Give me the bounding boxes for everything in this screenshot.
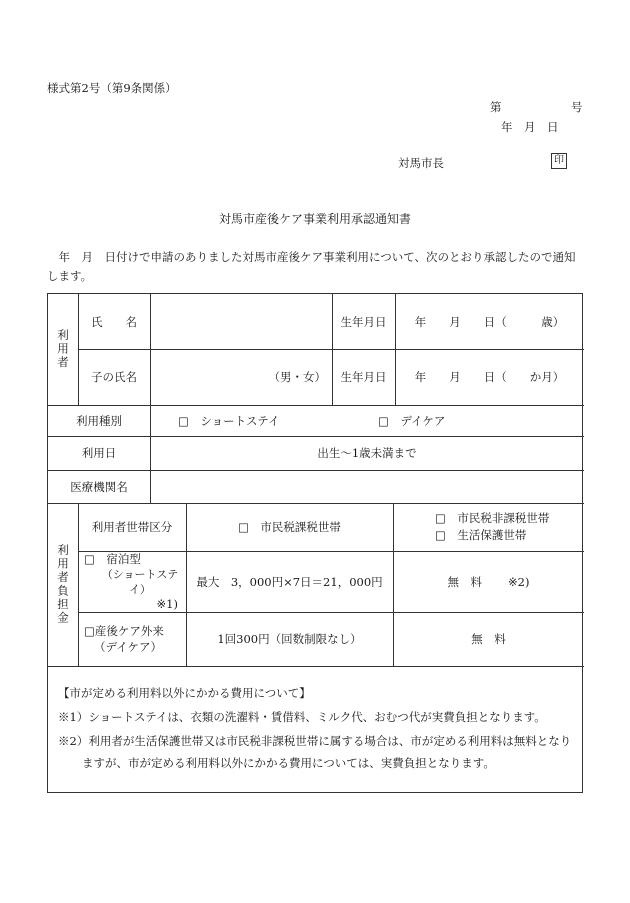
child-name-label: 子の氏名 [91, 370, 137, 384]
birthdate-label: 生年月日 [340, 314, 387, 329]
note-1: ※1）ショートステイは、衣類の洗濯料・賃借料、ミルク代、おむつ代が実費負担となります。 [58, 710, 546, 724]
usage-type-label: 利用種別 [76, 413, 122, 428]
name-field[interactable] [150, 294, 332, 349]
child-birthdate-value[interactable]: 年 月 日（ か月） [414, 370, 565, 384]
document-title: 対馬市産後ケア事業利用承認通知書 [218, 212, 411, 226]
form-number: 様式第2号（第9条関係） [47, 81, 177, 95]
usage-date-label: 利用日 [81, 446, 117, 460]
institution-field[interactable] [150, 470, 584, 503]
notes-heading: 【市が定める利用料以外にかかる費用について】 [58, 686, 311, 700]
child-birthdate-label: 生年月日 [340, 370, 387, 384]
household-welfare-checkbox[interactable]: □ 生活保護世帯 [435, 528, 527, 542]
outpatient-fee: 1回300円（回数制限なし） [217, 632, 362, 646]
outpatient-line2: （デイケア） [94, 640, 162, 654]
birthdate-value-age[interactable]: 年 月 日（ 歳） [414, 314, 565, 329]
household-exempt-checkbox[interactable]: □ 市民税非課税世帯 [435, 511, 550, 525]
burden-section-label: 利用者負担金 [56, 544, 70, 625]
household-category-label: 利用者世帯区分 [91, 520, 173, 534]
sender-name: 対馬市長 [398, 156, 444, 170]
note-2-line2: ますが、市が定める利用料以外にかかる費用については、実費負担となります。 [82, 756, 495, 770]
short-stay-checkbox[interactable]: □ ショートステイ [178, 413, 280, 428]
body-text: 年 月 日付けで申請のありました対馬市産後ケア事業利用について、次のとおり承認したので通知します。 [47, 250, 576, 283]
note-2-line1: ※2）利用者が生活保護世帯又は市民税非課税世帯に属する場合は、市が定める利用料は無料となり [58, 734, 572, 748]
approval-table [47, 293, 583, 793]
seal-mark: 印 [551, 153, 567, 169]
stay-type-note: ※1) [156, 596, 178, 611]
document-number-prefix: 第 [490, 100, 502, 114]
institution-label: 医療機関名 [70, 479, 128, 494]
outpatient-line1: □産後ケア外来 [84, 624, 164, 638]
stay-free-cell [393, 551, 584, 612]
document-number-suffix: 号 [571, 100, 583, 114]
stay-free-note: ※2) [508, 574, 530, 589]
usage-date-value: 出生～1歳未満まで [317, 446, 417, 460]
stay-type-checkbox[interactable] [78, 551, 186, 612]
issue-date: 年 月 日 [501, 120, 559, 134]
household-taxed-checkbox[interactable]: □ 市民税課税世帯 [238, 520, 341, 534]
outpatient-checkbox[interactable] [78, 612, 186, 666]
user-section-label: 利用者 [56, 329, 70, 370]
outpatient-free: 無 料 [471, 632, 506, 646]
day-care-checkbox[interactable]: □ デイケア [378, 413, 446, 428]
name-label: 氏 名 [91, 314, 137, 329]
stay-free: 無 料 [447, 574, 483, 589]
stay-type-line1: □ 宿泊型 [84, 551, 141, 566]
gender-options[interactable]: （男・女） [268, 370, 326, 384]
stay-type-line2: （ショートステイ） [101, 567, 179, 596]
household-exempt-options[interactable] [393, 503, 584, 551]
stay-fee: 最大 3，000円×7日＝21，000円 [196, 574, 383, 589]
